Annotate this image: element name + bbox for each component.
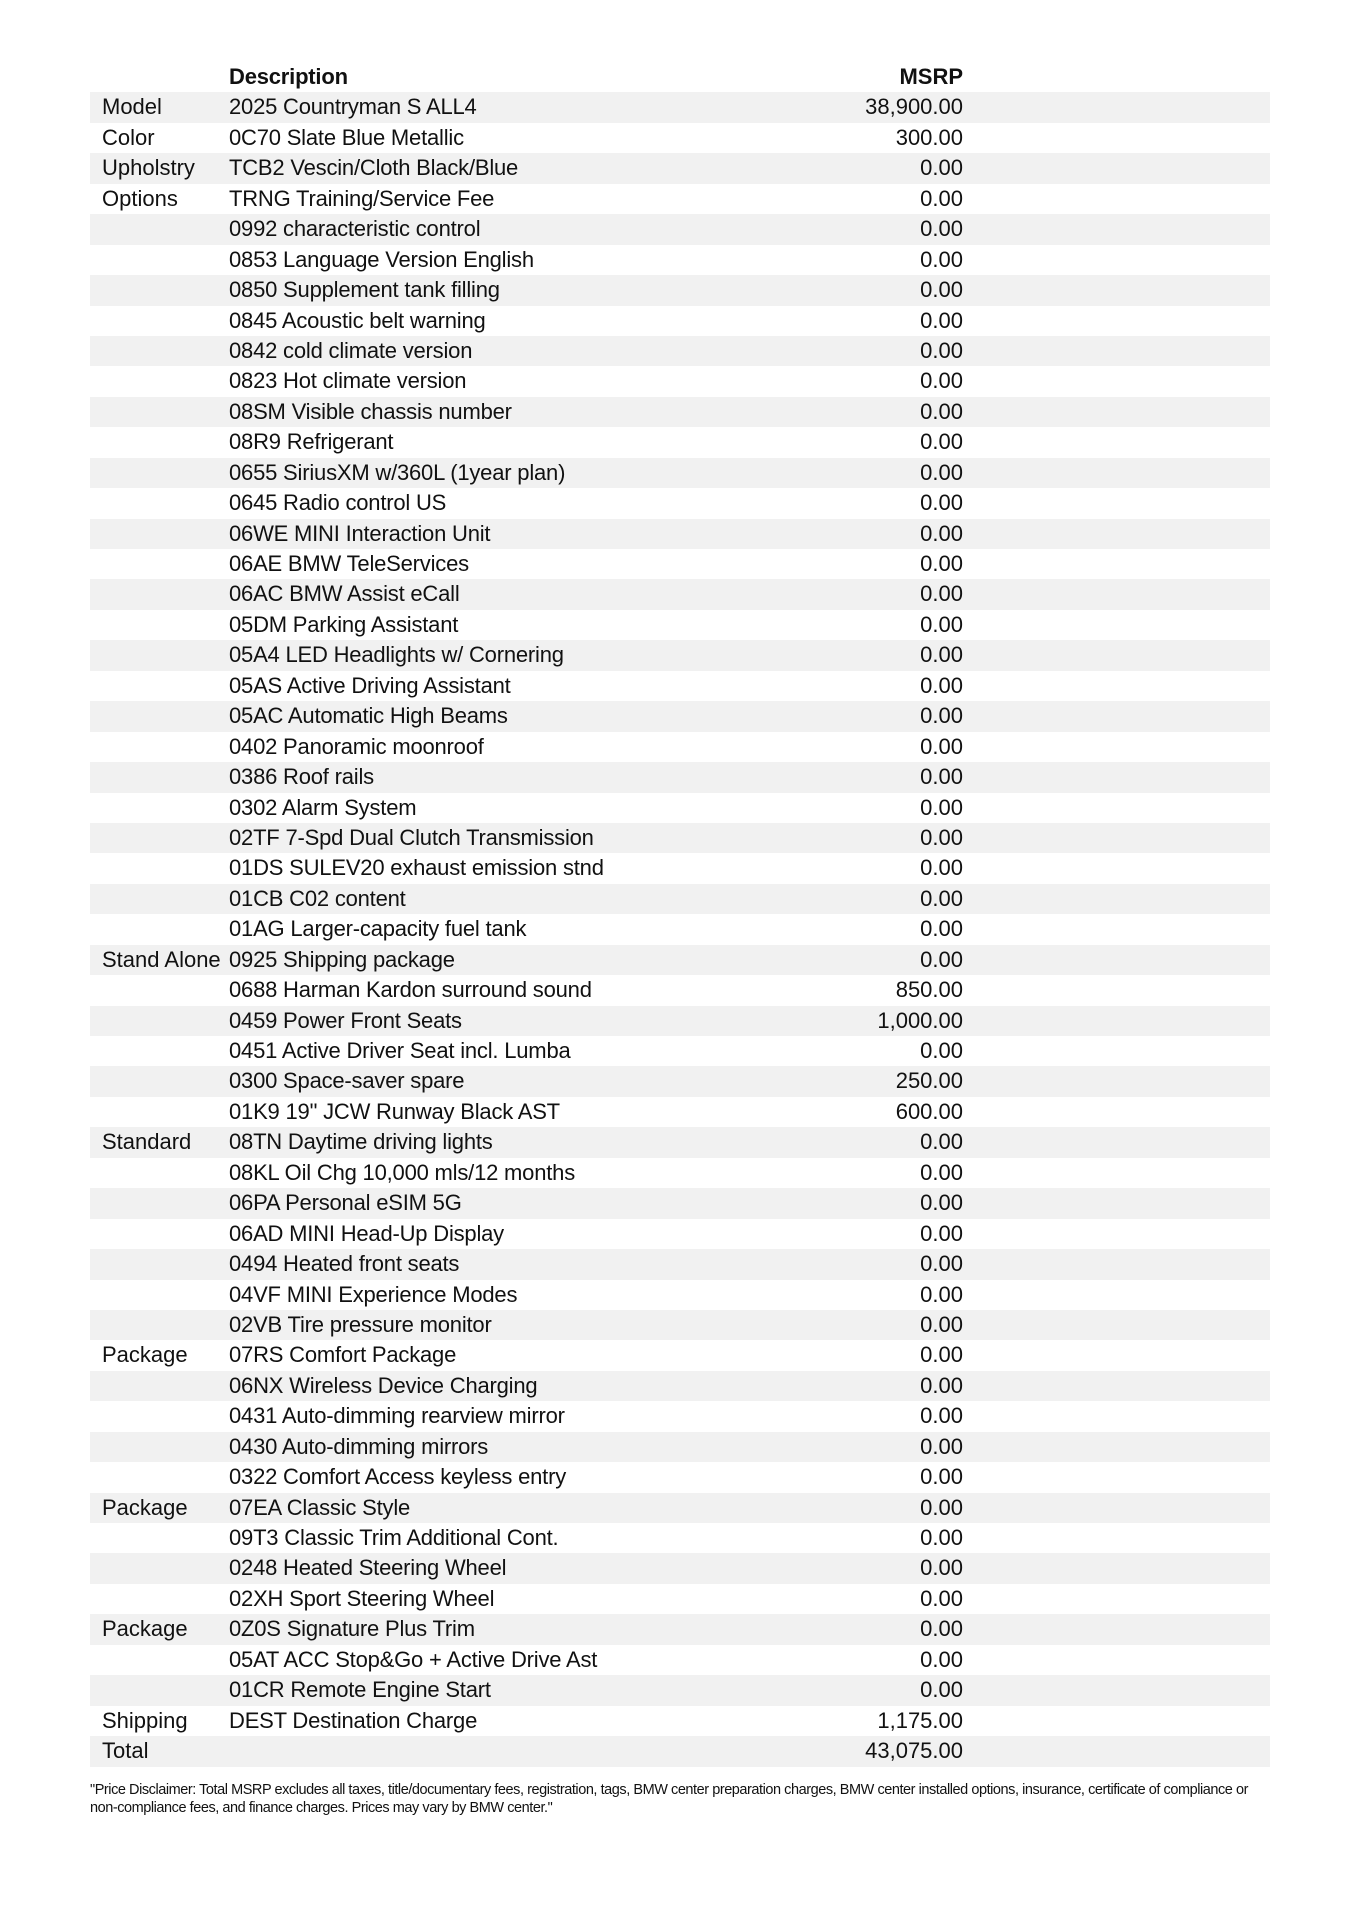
row-msrp: 0.00 bbox=[920, 611, 963, 637]
row-msrp: 0.00 bbox=[920, 855, 963, 881]
row-description: 06PA Personal eSIM 5G bbox=[229, 1190, 462, 1216]
row-msrp: 0.00 bbox=[920, 824, 963, 850]
row-category: Model bbox=[102, 94, 162, 120]
table-row bbox=[90, 1280, 1270, 1310]
row-msrp: 0.00 bbox=[920, 1433, 963, 1459]
table-row bbox=[90, 1523, 1270, 1553]
row-description: 01CB C02 content bbox=[229, 885, 406, 911]
row-msrp: 300.00 bbox=[895, 124, 963, 150]
row-msrp: 0.00 bbox=[920, 1311, 963, 1337]
row-msrp: 850.00 bbox=[895, 977, 963, 1003]
row-description: 02XH Sport Steering Wheel bbox=[229, 1585, 495, 1611]
row-description: TRNG Training/Service Fee bbox=[229, 185, 495, 211]
table-row bbox=[90, 1614, 1270, 1644]
table-row bbox=[90, 1036, 1270, 1066]
table-row bbox=[90, 1736, 1270, 1766]
row-msrp: 0.00 bbox=[920, 672, 963, 698]
table-row bbox=[90, 1706, 1270, 1736]
row-description: 0494 Heated front seats bbox=[229, 1251, 460, 1277]
table-row bbox=[90, 579, 1270, 609]
row-description: 0992 characteristic control bbox=[229, 216, 481, 242]
table-body bbox=[90, 92, 1270, 1766]
row-category: Package bbox=[102, 1494, 188, 1520]
price-disclaimer: "Price Disclaimer: Total MSRP excludes all taxes, title/documentary fees, registration, tags, BMW center preparation charges, BMW center installed options, insurance, certificate of compliance or non-compliance fees, and finance charges. Prices may vary by BMW center." bbox=[90, 1782, 1248, 1816]
row-description: DEST Destination Charge bbox=[229, 1707, 478, 1733]
row-description: 05DM Parking Assistant bbox=[229, 611, 459, 637]
row-description: 02VB Tire pressure monitor bbox=[229, 1311, 492, 1337]
row-msrp: 0.00 bbox=[920, 946, 963, 972]
table-row bbox=[90, 1401, 1270, 1431]
table-row bbox=[90, 1127, 1270, 1157]
table-row bbox=[90, 1462, 1270, 1492]
row-msrp: 0.00 bbox=[920, 185, 963, 211]
row-category: Stand Alone bbox=[102, 946, 221, 972]
table-row bbox=[90, 488, 1270, 518]
row-msrp: 1,000.00 bbox=[877, 1007, 963, 1033]
row-description: 0655 SiriusXM w/360L (1year plan) bbox=[229, 459, 566, 485]
row-msrp: 0.00 bbox=[920, 1281, 963, 1307]
table-row bbox=[90, 306, 1270, 336]
row-category: Package bbox=[102, 1616, 188, 1642]
row-msrp: 0.00 bbox=[920, 885, 963, 911]
table-row bbox=[90, 1097, 1270, 1127]
row-description: 0823 Hot climate version bbox=[229, 368, 467, 394]
row-description: 08TN Daytime driving lights bbox=[229, 1129, 493, 1155]
row-msrp: 0.00 bbox=[920, 246, 963, 272]
row-msrp: 0.00 bbox=[920, 581, 963, 607]
row-description: 0850 Supplement tank filling bbox=[229, 277, 500, 303]
row-category: Standard bbox=[102, 1129, 192, 1155]
table-row bbox=[90, 1310, 1270, 1340]
header-msrp: MSRP bbox=[899, 64, 963, 89]
row-msrp: 43,075.00 bbox=[865, 1738, 963, 1764]
header-description: Description bbox=[229, 64, 348, 89]
row-msrp: 38,900.00 bbox=[865, 94, 963, 120]
row-description: 06AE BMW TeleServices bbox=[229, 551, 469, 576]
table-row bbox=[90, 336, 1270, 366]
row-description: TCB2 Vescin/Cloth Black/Blue bbox=[229, 155, 519, 181]
row-category: Color bbox=[102, 124, 155, 150]
row-msrp: 0.00 bbox=[920, 155, 963, 181]
row-msrp: 0.00 bbox=[920, 1646, 963, 1672]
table-header bbox=[90, 62, 1270, 92]
row-description: 0430 Auto-dimming mirrors bbox=[229, 1433, 489, 1459]
table-row bbox=[90, 701, 1270, 731]
row-description: 0925 Shipping package bbox=[229, 946, 455, 972]
row-description: 06NX Wireless Device Charging bbox=[229, 1372, 538, 1398]
row-msrp: 0.00 bbox=[920, 764, 963, 790]
row-description: 07RS Comfort Package bbox=[229, 1342, 457, 1368]
table-row bbox=[90, 793, 1270, 823]
row-description: 0451 Active Driver Seat incl. Lumba bbox=[229, 1038, 571, 1063]
row-msrp: 600.00 bbox=[895, 1098, 963, 1124]
row-msrp: 0.00 bbox=[920, 1220, 963, 1246]
row-msrp: 0.00 bbox=[920, 1372, 963, 1398]
row-description: 04VF MINI Experience Modes bbox=[229, 1281, 518, 1307]
row-msrp: 0.00 bbox=[920, 1038, 963, 1063]
row-msrp: 0.00 bbox=[920, 1190, 963, 1216]
table-row bbox=[90, 184, 1270, 214]
row-description: 0645 Radio control US bbox=[229, 490, 447, 516]
row-msrp: 0.00 bbox=[920, 1585, 963, 1611]
table-row bbox=[90, 1584, 1270, 1614]
row-msrp: 0.00 bbox=[920, 733, 963, 759]
row-msrp: 1,175.00 bbox=[877, 1707, 963, 1733]
row-description: 2025 Countryman S ALL4 bbox=[229, 94, 477, 120]
row-description: 08R9 Refrigerant bbox=[229, 429, 394, 455]
row-msrp: 0.00 bbox=[920, 1159, 963, 1185]
row-description: 0302 Alarm System bbox=[229, 794, 417, 820]
row-description: 05A4 LED Headlights w/ Cornering bbox=[229, 642, 564, 668]
row-description: 0C70 Slate Blue Metallic bbox=[229, 124, 464, 150]
row-msrp: 0.00 bbox=[920, 490, 963, 516]
table-row bbox=[90, 1188, 1270, 1218]
table-row bbox=[90, 397, 1270, 427]
row-description: 06AD MINI Head-Up Display bbox=[229, 1220, 504, 1246]
row-description: 0402 Panoramic moonroof bbox=[229, 733, 484, 759]
row-msrp: 0.00 bbox=[920, 277, 963, 303]
row-description: 02TF 7-Spd Dual Clutch Transmission bbox=[229, 824, 594, 850]
row-msrp: 0.00 bbox=[920, 1464, 963, 1490]
row-description: 06WE MINI Interaction Unit bbox=[229, 520, 491, 546]
table-row bbox=[90, 123, 1270, 153]
table-row bbox=[90, 519, 1270, 549]
row-msrp: 0.00 bbox=[920, 1342, 963, 1368]
table-row bbox=[90, 214, 1270, 244]
table-row bbox=[90, 92, 1270, 122]
row-msrp: 0.00 bbox=[920, 794, 963, 820]
row-description: 0431 Auto-dimming rearview mirror bbox=[229, 1403, 565, 1429]
row-msrp: 0.00 bbox=[920, 1616, 963, 1642]
table-row bbox=[90, 1493, 1270, 1523]
table-row bbox=[90, 1553, 1270, 1583]
row-description: 06AC BMW Assist eCall bbox=[229, 581, 460, 607]
table-row bbox=[90, 1006, 1270, 1036]
row-msrp: 0.00 bbox=[920, 1129, 963, 1155]
row-description: 0853 Language Version English bbox=[229, 246, 534, 272]
row-msrp: 0.00 bbox=[920, 551, 963, 576]
table-row bbox=[90, 1066, 1270, 1096]
table-row bbox=[90, 549, 1270, 579]
row-msrp: 0.00 bbox=[920, 1525, 963, 1550]
table-row bbox=[90, 671, 1270, 701]
table-row bbox=[90, 458, 1270, 488]
table-row bbox=[90, 1158, 1270, 1188]
row-msrp: 0.00 bbox=[920, 368, 963, 394]
row-msrp: 0.00 bbox=[920, 337, 963, 363]
row-msrp: 0.00 bbox=[920, 398, 963, 424]
row-description: 0248 Heated Steering Wheel bbox=[229, 1555, 507, 1581]
row-description: 08SM Visible chassis number bbox=[229, 398, 512, 424]
row-description: 01K9 19" JCW Runway Black AST bbox=[229, 1098, 560, 1124]
row-msrp: 0.00 bbox=[920, 642, 963, 668]
row-msrp: 0.00 bbox=[920, 307, 963, 333]
row-category: Options bbox=[102, 185, 178, 211]
row-msrp: 0.00 bbox=[920, 703, 963, 729]
row-description: 0688 Harman Kardon surround sound bbox=[229, 977, 592, 1003]
table-row bbox=[90, 275, 1270, 305]
table-row bbox=[90, 853, 1270, 883]
row-description: 05AC Automatic High Beams bbox=[229, 703, 508, 729]
row-description: 09T3 Classic Trim Additional Cont. bbox=[229, 1525, 559, 1550]
row-description: 0842 cold climate version bbox=[229, 337, 473, 363]
table-row bbox=[90, 1432, 1270, 1462]
table-row bbox=[90, 884, 1270, 914]
table-row bbox=[90, 1249, 1270, 1279]
row-description: 0Z0S Signature Plus Trim bbox=[229, 1616, 475, 1642]
table-row bbox=[90, 1219, 1270, 1249]
row-description: 05AT ACC Stop&Go + Active Drive Ast bbox=[229, 1646, 598, 1672]
row-description: 0322 Comfort Access keyless entry bbox=[229, 1464, 566, 1490]
table-row bbox=[90, 153, 1270, 183]
row-msrp: 0.00 bbox=[920, 1251, 963, 1277]
row-category: Upholstry bbox=[102, 155, 195, 181]
row-description: 08KL Oil Chg 10,000 mls/12 months bbox=[229, 1159, 576, 1185]
row-description: 07EA Classic Style bbox=[229, 1494, 411, 1520]
table-row bbox=[90, 245, 1270, 275]
row-description: 0845 Acoustic belt warning bbox=[229, 307, 486, 333]
row-msrp: 0.00 bbox=[920, 916, 963, 942]
row-msrp: 0.00 bbox=[920, 1555, 963, 1581]
table-row bbox=[90, 762, 1270, 792]
price-sheet bbox=[90, 62, 1270, 1767]
row-msrp: 0.00 bbox=[920, 459, 963, 485]
table-row bbox=[90, 610, 1270, 640]
table-row bbox=[90, 732, 1270, 762]
row-category: Shipping bbox=[102, 1707, 188, 1733]
row-category: Package bbox=[102, 1342, 188, 1368]
row-category: Total bbox=[102, 1738, 149, 1764]
row-msrp: 0.00 bbox=[920, 429, 963, 455]
table-row bbox=[90, 1675, 1270, 1705]
table-row bbox=[90, 945, 1270, 975]
table-row bbox=[90, 1371, 1270, 1401]
row-description: 01AG Larger-capacity fuel tank bbox=[229, 916, 527, 942]
row-description: 01CR Remote Engine Start bbox=[229, 1677, 491, 1703]
table-row bbox=[90, 914, 1270, 944]
row-msrp: 0.00 bbox=[920, 216, 963, 242]
row-description: 0459 Power Front Seats bbox=[229, 1007, 462, 1033]
row-msrp: 0.00 bbox=[920, 1677, 963, 1703]
row-msrp: 0.00 bbox=[920, 1494, 963, 1520]
row-description: 01DS SULEV20 exhaust emission stnd bbox=[229, 855, 604, 881]
table-row bbox=[90, 366, 1270, 396]
table-row bbox=[90, 823, 1270, 853]
table-row bbox=[90, 427, 1270, 457]
table-row bbox=[90, 1340, 1270, 1370]
row-description: 05AS Active Driving Assistant bbox=[229, 672, 511, 698]
row-description: 0300 Space-saver spare bbox=[229, 1068, 465, 1094]
row-msrp: 250.00 bbox=[895, 1068, 963, 1094]
table-row bbox=[90, 640, 1270, 670]
table-row bbox=[90, 975, 1270, 1005]
row-description: 0386 Roof rails bbox=[229, 764, 374, 790]
table-row bbox=[90, 1645, 1270, 1675]
row-msrp: 0.00 bbox=[920, 1403, 963, 1429]
row-msrp: 0.00 bbox=[920, 520, 963, 546]
